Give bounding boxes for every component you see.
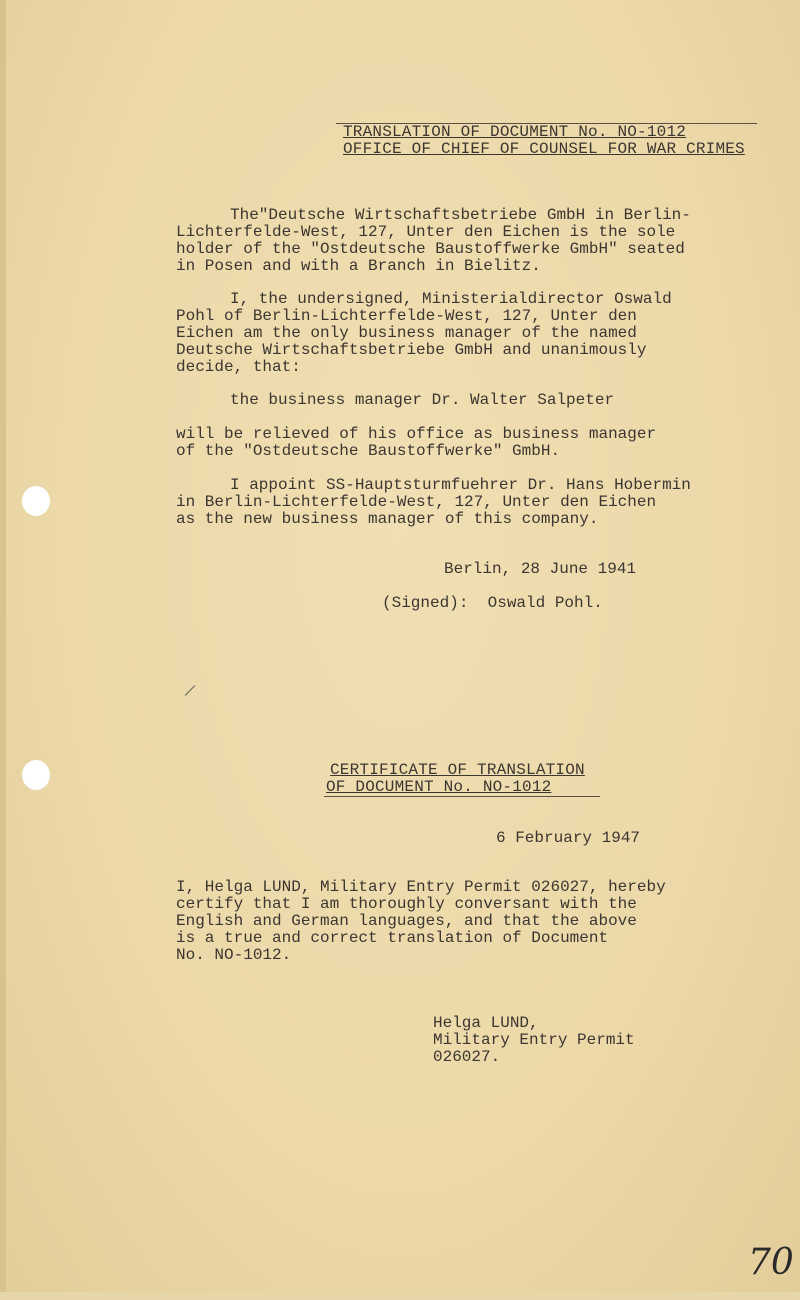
- office-title: OFFICE OF CHIEF OF COUNSEL FOR WAR CRIMES: [343, 140, 745, 158]
- paragraph-line: in Berlin-Lichterfelde-West, 127, Unter den Eichen: [176, 493, 657, 511]
- certificate-title: CERTIFICATE OF TRANSLATION: [330, 761, 585, 779]
- paragraph-line: as the new business manager of this company.: [176, 510, 599, 528]
- certificate-rule: [324, 796, 600, 797]
- signature-line: (Signed): Oswald Pohl.: [382, 594, 603, 612]
- paragraph-line: Eichen am the only business manager of the named: [176, 324, 637, 342]
- certificate-date: 6 February 1947: [496, 829, 641, 847]
- certificate-line: is a true and correct translation of Document: [176, 929, 609, 947]
- certificate-line: No. NO-1012.: [176, 946, 292, 964]
- certificate-line: I, Helga LUND, Military Entry Permit 026027, hereby: [176, 878, 666, 896]
- paragraph-line: I appoint SS-Hauptsturmfuehrer Dr. Hans Hobermin: [230, 476, 691, 494]
- paragraph-line: Pohl of Berlin-Lichterfelde-West, 127, Unter den: [176, 307, 637, 325]
- pen-mark: [185, 685, 196, 696]
- paragraph-line: Lichterfelde-West, 127, Unter den Eichen is the sole: [176, 223, 676, 241]
- certificate-line: English and German languages, and that the above: [176, 912, 637, 930]
- punch-hole: [22, 486, 50, 516]
- translator-permit: Military Entry Permit: [433, 1031, 635, 1049]
- page-edge: [0, 0, 6, 1300]
- punch-hole: [22, 760, 50, 790]
- paragraph-line: I, the undersigned, Ministerialdirector Oswald: [230, 290, 672, 308]
- translator-permit-number: 026027.: [433, 1048, 501, 1066]
- translator-name: Helga LUND,: [433, 1014, 539, 1032]
- paragraph-line: of the "Ostdeutsche Baustoffwerke" GmbH.: [176, 442, 561, 460]
- paragraph-line: will be relieved of his office as business manager: [176, 425, 657, 443]
- certificate-subtitle: OF DOCUMENT No. NO-1012: [326, 778, 552, 796]
- certificate-line: certify that I am thoroughly conversant with the: [176, 895, 637, 913]
- paragraph-line: Deutsche Wirtschaftsbetriebe GmbH and unanimously: [176, 341, 647, 359]
- document-title: TRANSLATION OF DOCUMENT No. NO-1012: [343, 123, 687, 141]
- paragraph-line: holder of the "Ostdeutsche Baustoffwerke GmbH" seated: [176, 240, 685, 258]
- page-edge-bottom: [0, 1292, 800, 1300]
- paragraph-line: The"Deutsche Wirtschaftsbetriebe GmbH in Berlin-: [230, 206, 691, 224]
- paragraph-line: decide, that:: [176, 358, 301, 376]
- page-number: 70: [748, 1242, 794, 1283]
- paragraph-line: the business manager Dr. Walter Salpeter: [230, 391, 615, 409]
- place-date: Berlin, 28 June 1941: [444, 560, 637, 578]
- paragraph-line: in Posen and with a Branch in Bielitz.: [176, 257, 541, 275]
